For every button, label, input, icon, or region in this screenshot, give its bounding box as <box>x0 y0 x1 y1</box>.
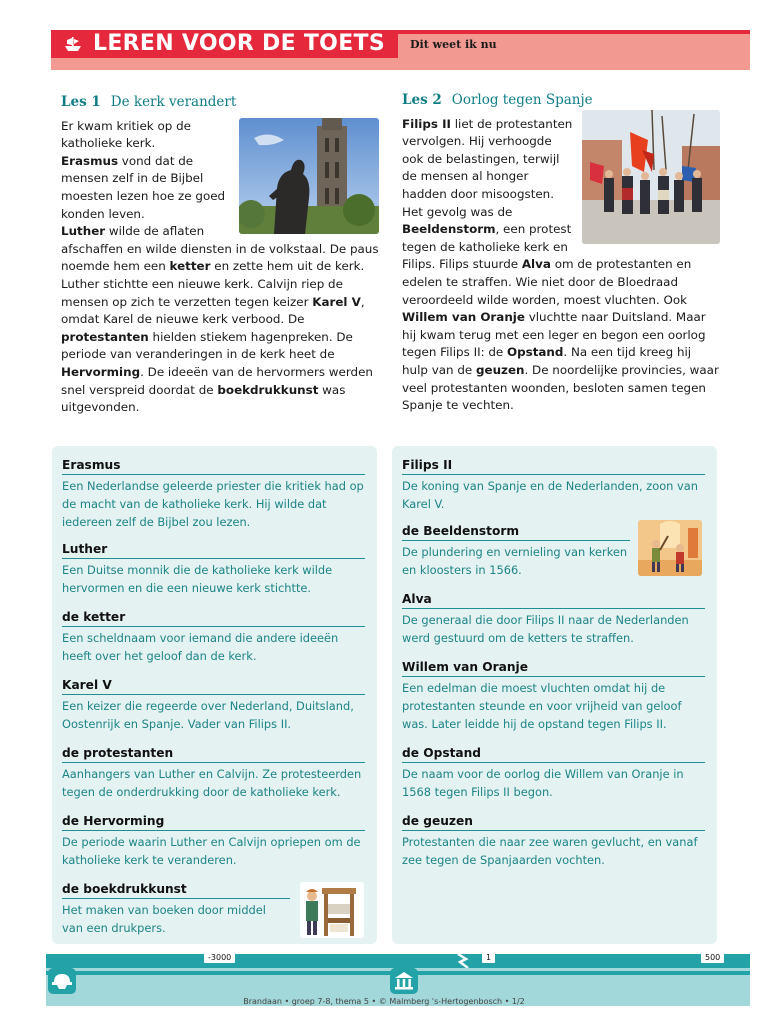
term-definition: De periode waarin Luther en Calvijn opriepen om de katholieke kerk te veranderen. <box>62 835 361 868</box>
term-definition: Een Nederlandse geleerde priester die kritiek had op de macht van de katholieke kerk. Hij wilde dat iedereen zelf de Bijbel zou lezen. <box>62 479 364 530</box>
l1-text-7: . De ideeën van de hervormers werden snel verspreid doordat de <box>61 364 373 397</box>
term-title: de Hervorming <box>62 814 365 831</box>
l2-text-4: vluchtte naar Duitsland. Maar hij kwam terug met een leger en begon een oorlog tegen Filips II: de <box>402 310 706 360</box>
page-title-text: LEREN VOOR DE TOETS <box>93 31 385 56</box>
timeline-tick-1: 1 <box>482 953 495 963</box>
statue-church-photo <box>239 118 379 234</box>
reenactment-photo <box>582 110 720 244</box>
timeline-tick-500: 500 <box>701 953 724 963</box>
glossary-term <box>402 592 705 647</box>
l1-text-1: Er kwam kritiek op de katholieke kerk. <box>61 118 191 151</box>
l2-key-filips: Filips II <box>402 116 451 131</box>
term-title: Alva <box>402 592 705 609</box>
term-title: de protestanten <box>62 746 365 763</box>
lesson-1-heading <box>61 94 379 112</box>
term-title: de boekdrukkunst <box>62 882 290 899</box>
glossary-term <box>402 746 705 801</box>
l1-key-erasmus: Erasmus <box>61 153 119 168</box>
l2-text-6: . De noordelijke provincies, waar veel protestanten woonden, besloten samen tegen Spanje te vechten. <box>402 362 719 413</box>
lesson-1-text <box>61 118 379 417</box>
header-band <box>51 30 750 70</box>
l1-text-5: , omdat Karel de nieuwe kerk verbood. De <box>61 294 365 327</box>
glossary-term <box>402 660 705 734</box>
term-definition: Een keizer die regeerde over Nederland, Duitsland, Oostenrijk en Spanje. Vader van Filips II. <box>62 699 354 732</box>
l2-text-3: om de protestanten en edelen te straffen. Wie niet door de Bloedraad veroordeeld wilde worden, moest vluchten. Ook <box>402 257 692 307</box>
helmet-icon[interactable] <box>48 968 76 994</box>
glossary-term <box>402 814 705 869</box>
l1-key-protestanten: protestanten <box>61 329 149 344</box>
lesson-2-heading <box>402 92 720 110</box>
term-definition: Protestanten die naar zee waren gevlucht, en vanaf zee tegen de Spanjaarden vochten. <box>402 835 698 868</box>
l1-key-boekdrukkunst: boekdrukkunst <box>217 382 319 397</box>
glossary-term <box>62 542 365 597</box>
beeldenstorm-illustration <box>638 520 702 576</box>
l1-text-8: was uitgevonden. <box>61 382 346 415</box>
ship-icon <box>63 36 83 52</box>
term-title: de Opstand <box>402 746 705 763</box>
term-definition: De naam voor de oorlog die Willem van Oranje in 1568 tegen Filips II begon. <box>402 767 684 800</box>
term-definition: Een scheldnaam voor iemand die andere ideeën heeft over het geloof dan de kerk. <box>62 631 339 664</box>
l1-key-luther: Luther <box>61 224 106 239</box>
l2-key-beeldenstorm: Beeldenstorm <box>402 222 496 237</box>
l1-key-karel: Karel V <box>312 294 361 309</box>
term-title: Karel V <box>62 678 365 695</box>
glossary-term <box>62 610 365 665</box>
lesson-2 <box>402 92 720 415</box>
term-title: Luther <box>62 542 365 559</box>
term-title: Filips II <box>402 458 705 475</box>
term-definition: De generaal die door Filips II naar de Nederlanden werd gestuurd om de ketters te straffen. <box>402 613 689 646</box>
l1-text-3: wilde de aflaten afschaffen en wilde diensten in de volkstaal. De paus noemde hem een <box>61 224 379 274</box>
term-definition: Het maken van boeken door middel van een drukpers. <box>62 903 266 936</box>
glossary-panel-left <box>52 446 377 944</box>
l1-text-4: en zette hem uit de kerk. Luther stichtte een nieuwe kerk. Calvijn riep de mensen op zich te verzetten tegen keizer <box>61 259 365 309</box>
lesson-2-number: Les 2 <box>402 92 442 108</box>
term-title: de geuzen <box>402 814 705 831</box>
printing-press-illustration <box>300 882 364 938</box>
lesson-1 <box>61 94 379 417</box>
lesson-1-title: De kerk verandert <box>110 94 237 110</box>
l1-text-2: vond dat de mensen zelf in de Bijbel moesten lezen hoe ze goed konden leven. <box>61 153 226 221</box>
glossary-panel-right <box>392 446 717 944</box>
l2-key-geuzen: geuzen <box>476 362 525 377</box>
glossary-term <box>62 458 365 532</box>
header-subtitle: Dit weet ik nu <box>410 38 497 51</box>
l1-text-6: hielden stiekem hagenpreken. De periode van veranderingen in de kerk heet de <box>61 329 353 362</box>
lesson-2-title: Oorlog tegen Spanje <box>451 92 593 108</box>
l2-text-2: , een protest tegen de katholieke kerk en Filips. Filips stuurde <box>402 222 572 272</box>
lesson-1-number: Les 1 <box>61 94 101 110</box>
term-title: de ketter <box>62 610 365 627</box>
term-title: Erasmus <box>62 458 365 475</box>
glossary-term <box>62 814 365 869</box>
timeline-bar <box>46 954 750 968</box>
lesson-2-text <box>402 116 720 415</box>
term-title: de Beeldenstorm <box>402 524 630 541</box>
l1-key-ketter: ketter <box>169 259 211 274</box>
l2-text-1: liet de protestanten vervolgen. Hij verhoogde ook de belastingen, terwijl de mensen al honger hadden door misoogsten. Het gevolg was de <box>402 116 573 219</box>
term-definition: Een edelman die moest vluchten omdat hij de protestanten steunde en voor vrijheid van geloof was. Later leidde hij de opstand tegen Filips II. <box>402 681 682 732</box>
footer-text: Brandaan • groep 7-8, thema 5 • © Malmberg 's-Hertogenbosch • 1/2 <box>243 997 525 1006</box>
term-definition: Aanhangers van Luther en Calvijn. Ze protesteerden tegen de onderdrukking door de katholieke kerk. <box>62 767 362 800</box>
l2-key-willem: Willem van Oranje <box>402 310 525 325</box>
term-title: Willem van Oranje <box>402 660 705 677</box>
glossary-term <box>62 746 365 801</box>
l2-text-5: . Na een tijd kreeg hij hulp van de <box>402 345 692 377</box>
term-definition: De plundering en vernieling van kerken en kloosters in 1566. <box>402 545 628 578</box>
timeline-break-icon <box>456 954 470 968</box>
l2-key-alva: Alva <box>521 257 551 272</box>
timeline-tick-3000: -3000 <box>204 953 235 963</box>
l1-key-hervorming: Hervorming <box>61 364 141 379</box>
museum-icon[interactable] <box>390 968 418 994</box>
glossary-term <box>402 458 705 513</box>
term-definition: Een Duitse monnik die de katholieke kerk wilde hervormen en die een nieuwe kerk stichtte. <box>62 563 333 596</box>
l2-key-opstand: Opstand <box>507 345 564 360</box>
page-title <box>51 30 398 58</box>
term-definition: De koning van Spanje en de Nederlanden, zoon van Karel V. <box>402 479 698 512</box>
glossary-term <box>62 678 365 733</box>
